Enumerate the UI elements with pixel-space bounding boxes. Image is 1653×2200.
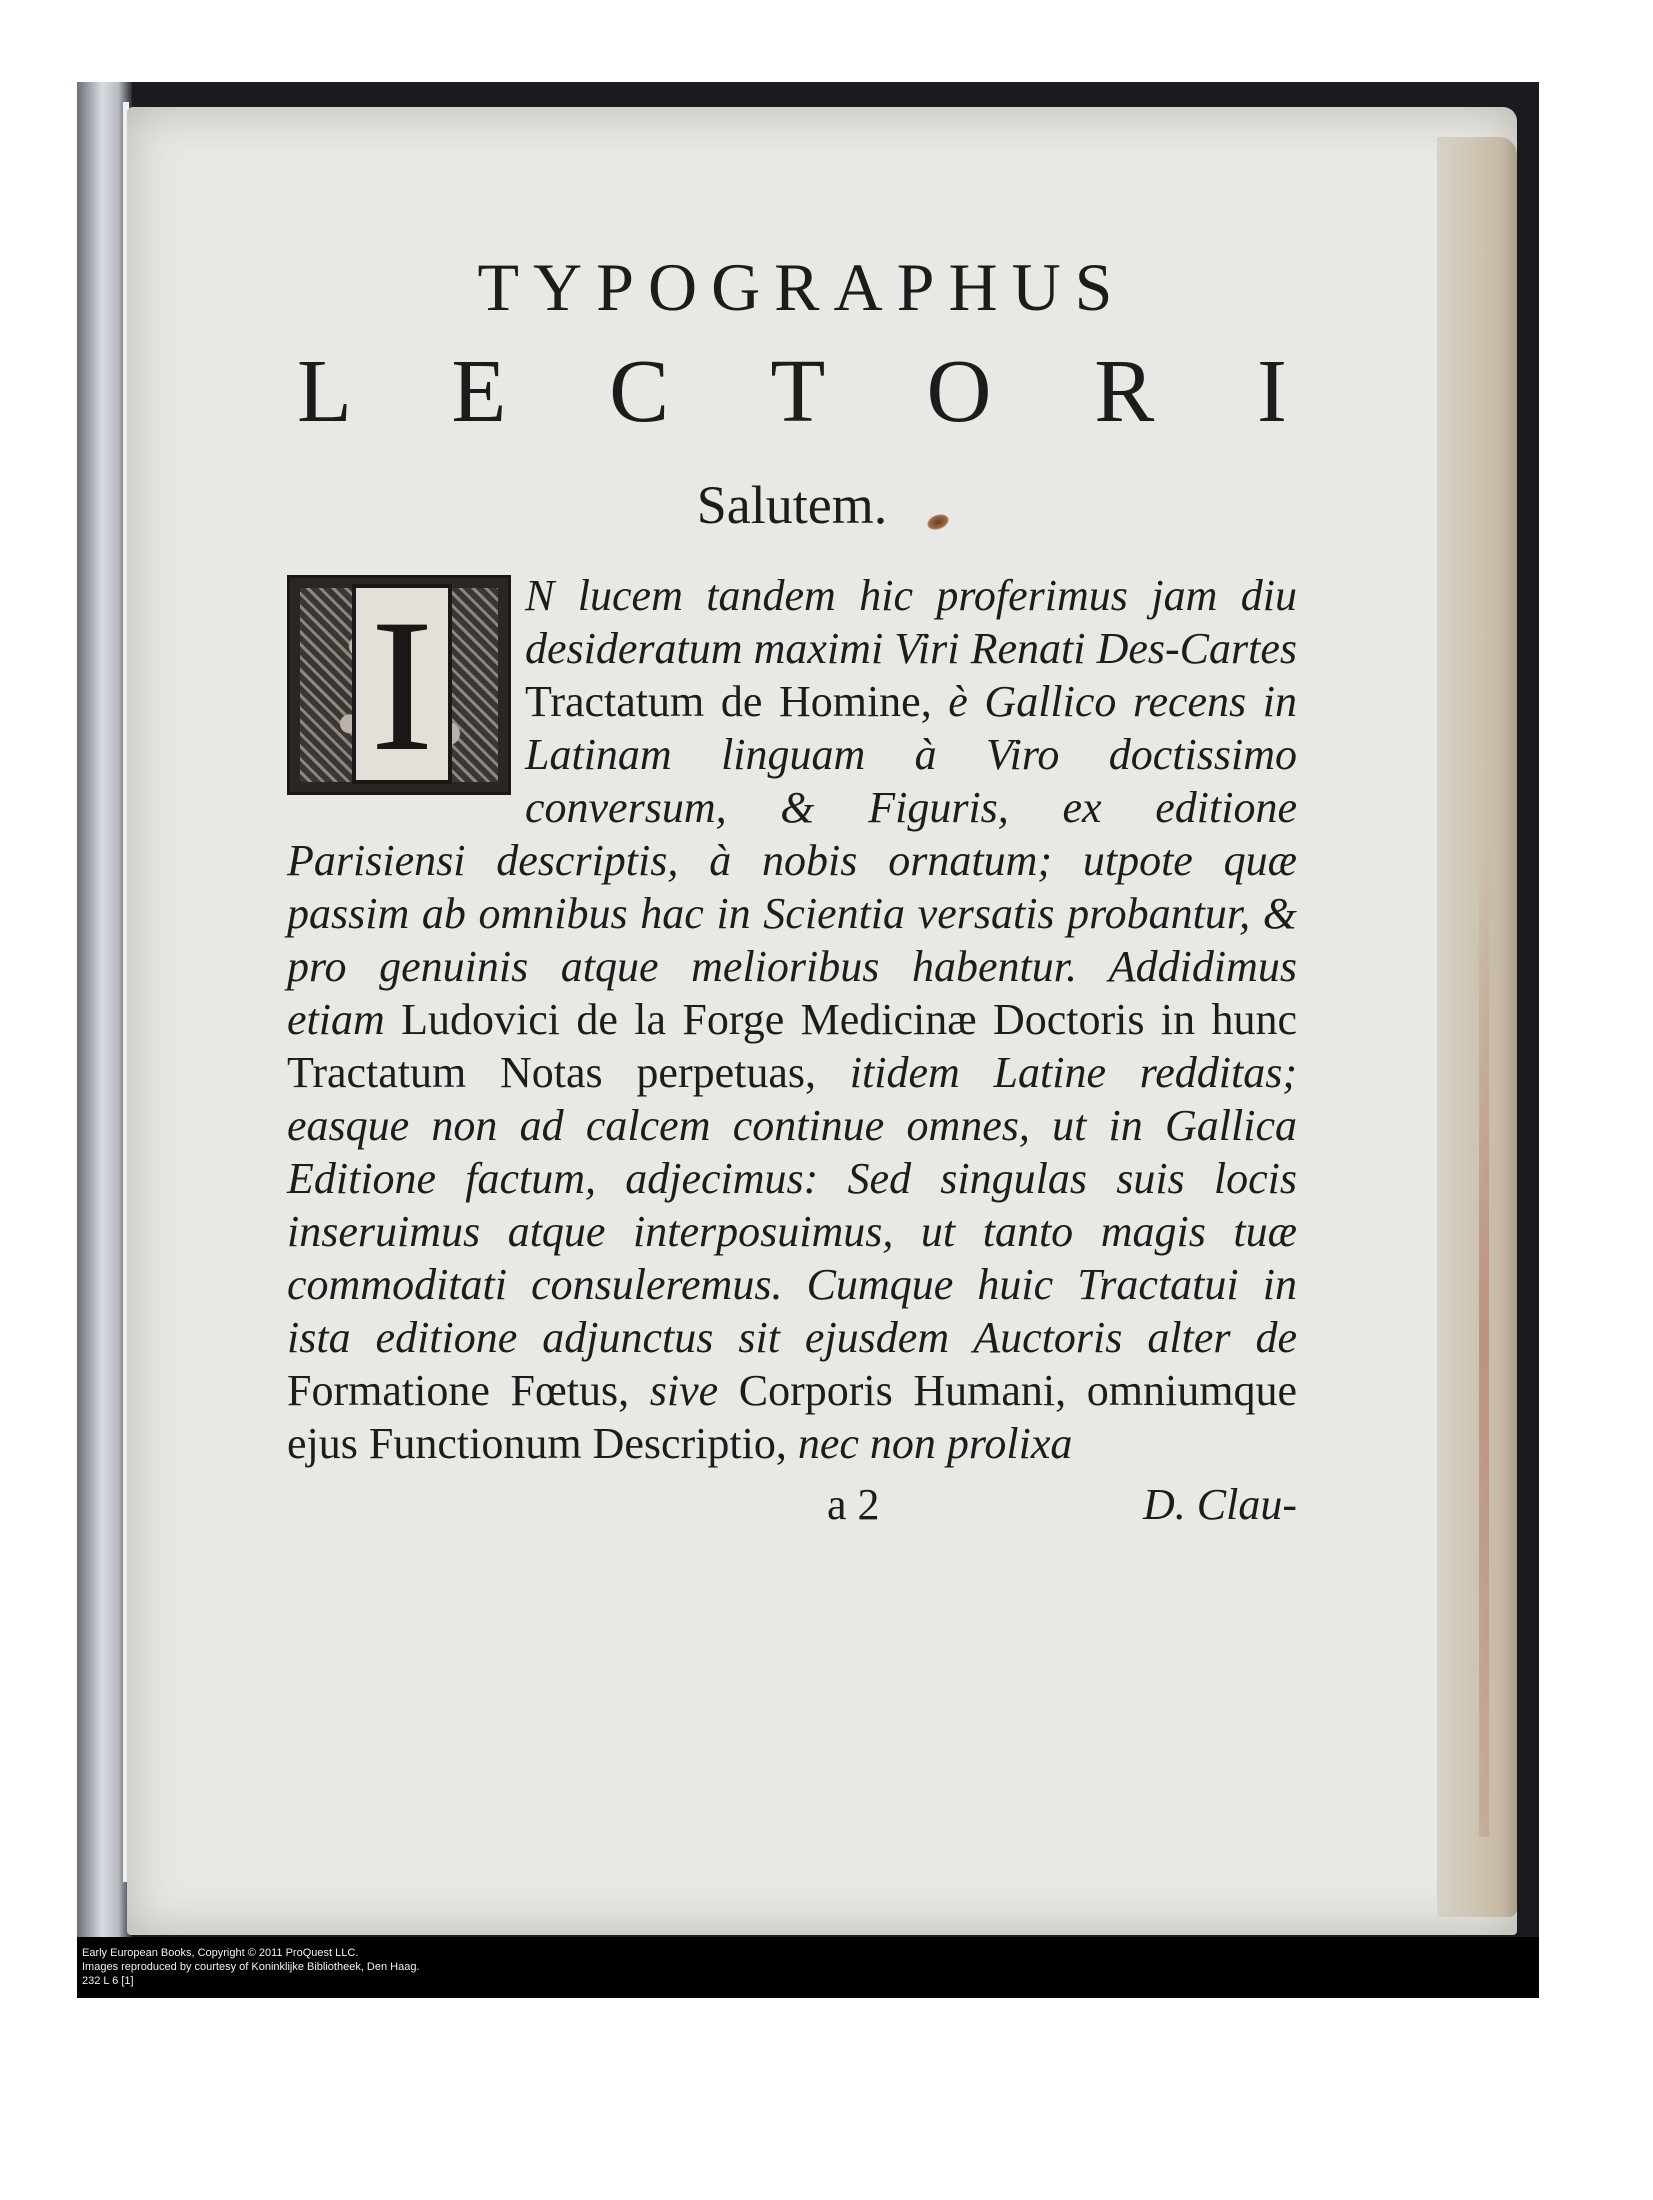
heading-salutem: Salutem. — [696, 475, 888, 535]
credit-line-shelfmark: 232 L 6 [1] — [82, 1975, 134, 1987]
initial-letter: I — [352, 584, 452, 784]
body-text-run: Formatione Fœtus, — [287, 1366, 650, 1415]
scanned-book-image — [77, 82, 1539, 1998]
body-paragraph — [287, 569, 1297, 1470]
credit-line-copyright: Early European Books, Copyright © 2011 ProQuest LLC. — [82, 1947, 359, 1959]
catchword: D. Clau- — [1143, 1480, 1297, 1529]
heading-lectori: L E C T O R I — [297, 342, 1287, 441]
body-text-run: è Gallico recens in Latinam linguam à Viro doctissimo conversum, & Figuris, ex editione Parisiensi descriptis, à nobis ornatum; utpote quæ passim ab omnibus hac in Scientia versatis probantur, & pro genuinis atque melioribus habentur. Addidimus etiam — [287, 677, 1297, 1044]
body-text-run: nec non prolixa — [797, 1419, 1073, 1468]
book-page — [127, 107, 1517, 1935]
heading-typographus: TYPOGRAPHUS — [477, 249, 1127, 325]
decorated-initial — [287, 575, 511, 795]
left-page-edge — [77, 82, 132, 1937]
body-text-run: Ludovici de la Forge Medicinæ Doctoris in hunc Tractatum Notas perpetuas, — [287, 995, 1297, 1097]
body-text-run: Corporis Humani, omniumque ejus Functionum Descriptio, — [287, 1366, 1297, 1468]
body-text-run: sive — [649, 1366, 739, 1415]
signature-mark: a 2 — [827, 1480, 880, 1529]
body-text-run: itidem Latine redditas; easque non ad calcem continue omnes, ut in Gallica Editione factum, adjecimus: Sed singulas suis locis inseruimus atque interposuimus, ut tanto magis tuæ commoditati consuleremus. Cumque huic Tractatui in ista editione adjunctus sit ejusdem Auctoris alter de — [287, 1048, 1298, 1362]
credit-line-courtesy: Images reproduced by courtesy of Koninklijke Bibliotheek, Den Haag. — [82, 1961, 420, 1973]
page-fore-edge — [1437, 137, 1517, 1917]
page-edge-stain — [1479, 837, 1489, 1837]
body-text-run: Tractatum de Homine, — [525, 677, 949, 726]
credit-bar — [77, 1937, 1539, 1998]
body-text-run: N lucem tandem hic proferimus jam diu desideratum maximi Viri Renati Des-Cartes — [525, 571, 1297, 673]
page-text-block — [287, 247, 1297, 1531]
page-footer-line — [287, 1478, 1297, 1531]
